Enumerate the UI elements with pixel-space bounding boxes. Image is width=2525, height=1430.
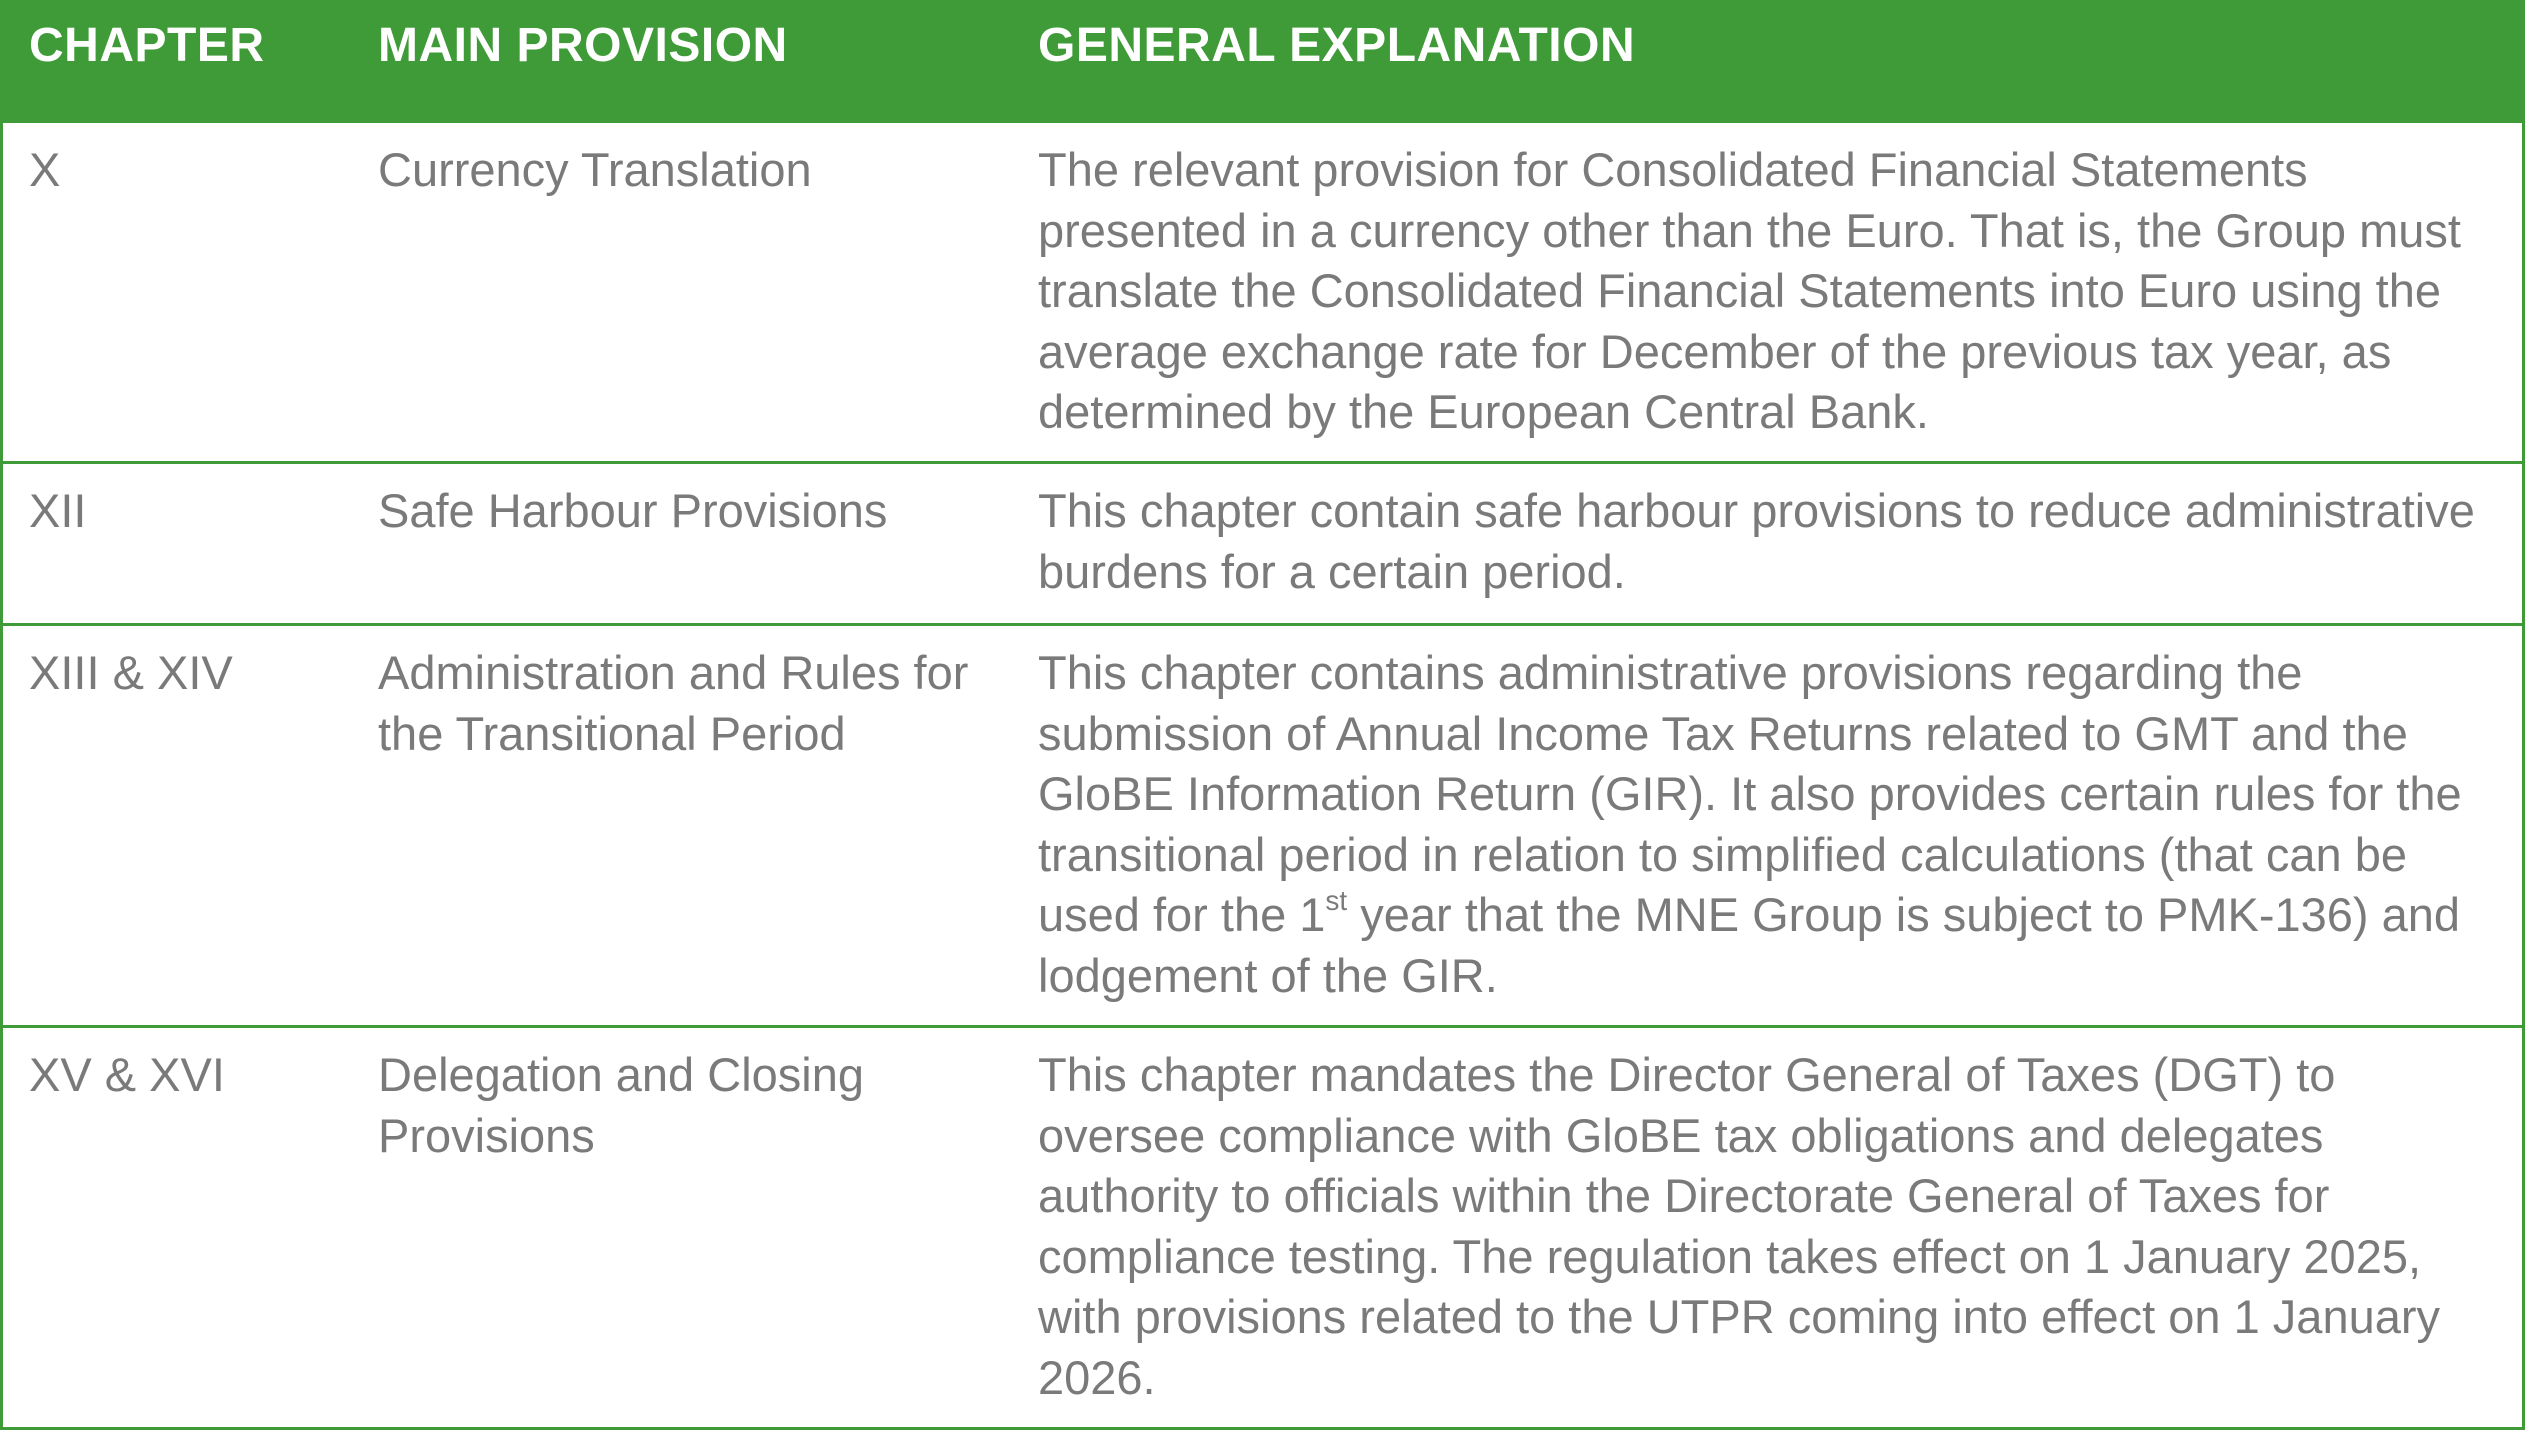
table-row — [3, 626, 2522, 1028]
header-chapter: CHAPTER — [29, 19, 265, 72]
explanation-text-before: This chapter contains administrative provisions regarding the submission of Annual Income Tax Returns related to GMT and the GloBE Information Return (GIR). It also provides certain rules for the transitional period in relation to simplified calculations (that can be used for the 1 — [1038, 646, 2462, 941]
explanation-text-after: year that the MNE Group is subject to PMK-136) and lodgement of the GIR. — [1038, 888, 2461, 1002]
provision-cell: Delegation and Closing Provisions — [378, 1048, 864, 1162]
header-general-explanation: GENERAL EXPLANATION — [1038, 19, 1636, 72]
chapter-cell: XII — [29, 484, 87, 537]
table-row — [3, 1028, 2522, 1427]
explanation-cell — [1038, 626, 2522, 1025]
table-header — [3, 0, 2522, 123]
ordinal-suffix: st — [1325, 885, 1348, 917]
explanation-cell: This chapter mandates the Director General of Taxes (DGT) to oversee compliance with GloBE tax obligations and delegates authority to officials within the Directorate General of Taxes for compliance testing. The regulation takes effect on 1 January 2025, with provisions related to the UTPR coming into effect on 1 January 2026. — [1038, 1048, 2441, 1404]
header-main-provision: MAIN PROVISION — [378, 19, 788, 72]
explanation-cell: The relevant provision for Consolidated Financial Statements presented in a currency other than the Euro. That is, the Group must translate the Consolidated Financial Statements into Euro using the average exchange rate for December of the previous tax year, as determined by the European Central Bank. — [1038, 143, 2461, 438]
chapter-cell: XIII & XIV — [29, 646, 233, 699]
chapter-cell: X — [29, 143, 61, 196]
table-row — [3, 123, 2522, 464]
explanation-cell: This chapter contain safe harbour provisions to reduce administrative burdens for a certain period. — [1038, 484, 2475, 598]
provision-cell: Administration and Rules for the Transitional Period — [378, 646, 969, 760]
chapter-cell: XV & XVI — [29, 1048, 225, 1101]
provision-cell: Currency Translation — [378, 143, 812, 196]
provision-cell: Safe Harbour Provisions — [378, 484, 888, 537]
table-row — [3, 464, 2522, 626]
